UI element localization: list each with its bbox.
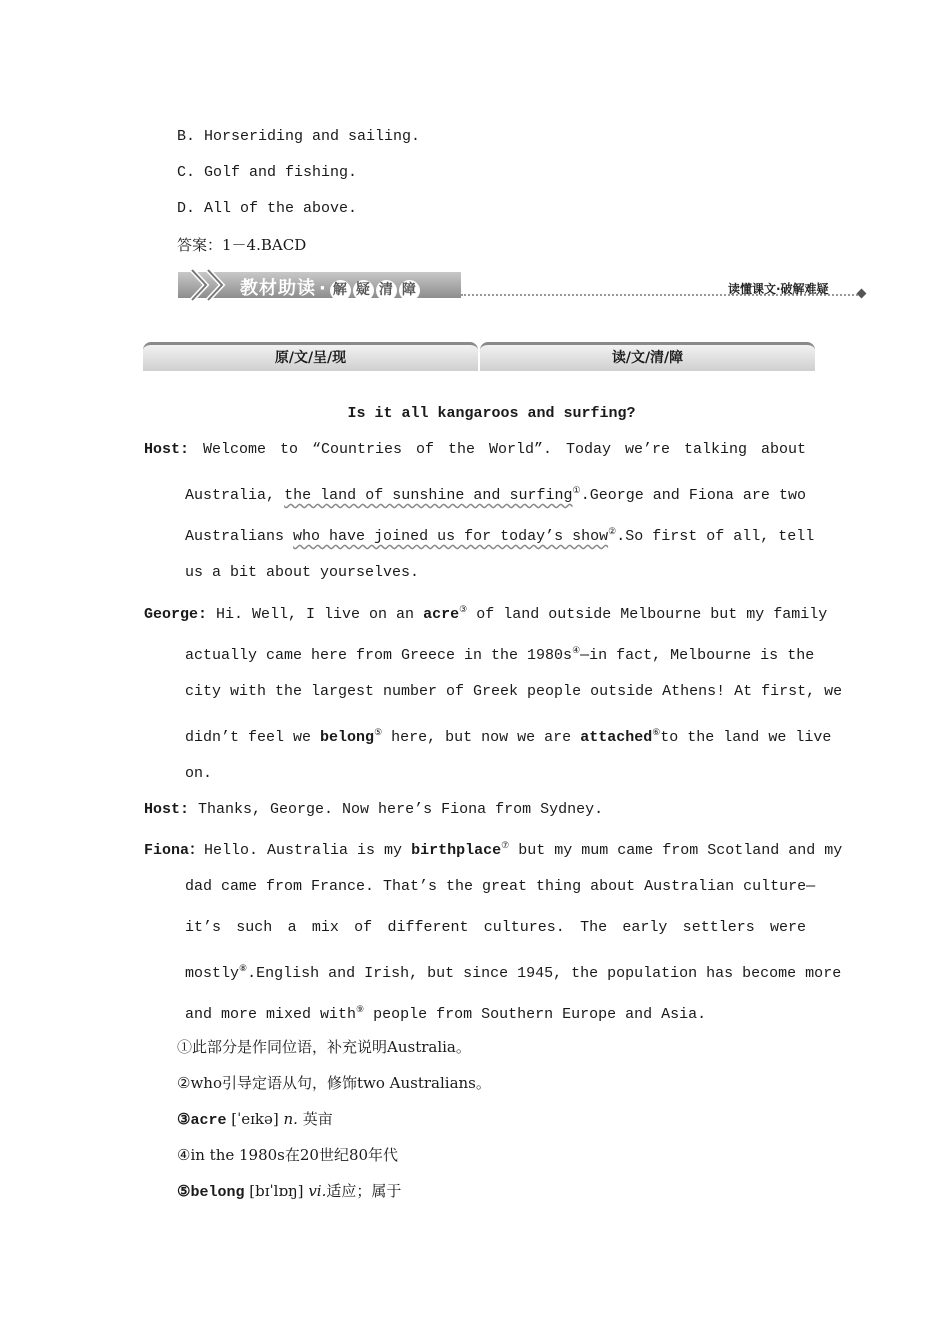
speaker-label: Fiona： (144, 842, 205, 859)
banner-subtitle: 读懂课文·破解难疑 (728, 282, 829, 296)
speaker-label: Host: (144, 441, 190, 458)
text-span: here, but now we are (391, 729, 572, 746)
text-span: to the land we live (660, 729, 832, 746)
text-line: dad came from France. That’s the great thing about Australian culture— (185, 878, 816, 895)
text-span: .So first of all, tell (616, 528, 815, 545)
text-line (185, 481, 806, 506)
text-span: and more mixed with (185, 1006, 357, 1023)
text-span: didn’t feel we (185, 729, 312, 746)
banner-char-circle: 疑 (353, 280, 374, 301)
part-of-speech: vi. (308, 1182, 327, 1200)
text-line (144, 836, 843, 861)
host-paragraph-1 (144, 440, 815, 581)
text-line (185, 641, 815, 666)
text-line: on. (185, 765, 213, 782)
article-title: Is it all kangaroos and surfing? (347, 405, 636, 422)
text-line: city with the largest number of Greek people outside Athens! At first, we (185, 683, 843, 700)
note-word: ⑤belong (177, 1184, 245, 1201)
speaker-label: Host: (144, 801, 190, 818)
banner-char-circle: 障 (399, 280, 420, 301)
text-line (185, 1000, 806, 1025)
text-span: Thanks, George. Now here’s Fiona from Sydney. (198, 801, 604, 818)
text-span: Australians (185, 528, 285, 545)
note-5 (177, 1181, 401, 1203)
option-b: B. Horseriding and sailing. (177, 128, 421, 145)
keyword: belong (320, 729, 375, 746)
text-line (144, 440, 806, 460)
banner-title (240, 274, 420, 301)
banner-char-circle: 解 (330, 280, 351, 301)
keyword: birthplace (411, 842, 502, 859)
text-span: Hi. Well, I live on an (216, 606, 415, 623)
keyword: attached (580, 729, 653, 746)
text-span: actually came here from Greece in the 1980s (185, 647, 573, 664)
part-of-speech: n. (283, 1110, 298, 1128)
banner-char-circle: 清 (376, 280, 397, 301)
note-word: ③acre (177, 1112, 227, 1129)
note-marker: ⑤ (374, 728, 383, 738)
note-marker: ① (572, 486, 581, 496)
text-line: us a bit about yourselves. (185, 564, 420, 581)
note-marker: ④ (572, 646, 581, 656)
note-3 (177, 1109, 333, 1131)
host-paragraph-2 (144, 800, 806, 820)
note-marker: ③ (459, 605, 468, 615)
option-c: C. Golf and fishing. (177, 164, 358, 181)
text-line (185, 522, 815, 547)
text-span: Hello. Australia is my (204, 842, 403, 859)
underlined-phrase: the land of sunshine and surfing (284, 487, 573, 504)
speaker-label: George: (144, 606, 208, 623)
text-line (144, 800, 806, 820)
george-paragraph (144, 600, 843, 782)
meaning: 英亩 (302, 1110, 333, 1128)
diamond-icon (857, 289, 867, 299)
text-line (185, 723, 832, 748)
text-span: Welcome to “Countries of the World”. Today we’re talking about (203, 441, 806, 458)
text-line (185, 959, 842, 984)
note-marker: ② (608, 527, 617, 537)
phonetic: [bɪˈlɒŋ] (249, 1182, 304, 1200)
text-span: .English and Irish, but since 1945, the population has become more (247, 965, 842, 982)
text-span: mostly (185, 965, 240, 982)
text-line (144, 600, 828, 625)
text-line: it’s such a mix of different cultures. The early settlers were (185, 919, 806, 936)
text-span: of land outside Melbourne but my family (476, 606, 828, 623)
note-4: ④in the 1980s在20世纪80年代 (177, 1146, 399, 1164)
note-marker: ⑧ (239, 964, 248, 974)
phonetic: [ˈeɪkə] (231, 1110, 279, 1128)
note-marker: ⑨ (356, 1005, 365, 1015)
text-span: Australia, (185, 487, 276, 504)
banner-title-text: 教材助读 (240, 278, 316, 299)
option-d: D. All of the above. (177, 200, 358, 217)
double-chevron-icon (188, 268, 232, 302)
tab-original-text[interactable]: 原/文/呈/现 (143, 342, 478, 371)
text-span: but my mum came from Scotland and my (518, 842, 843, 859)
note-marker: ⑥ (652, 728, 661, 738)
answer-line: 答案：1－4.BACD (177, 236, 307, 254)
tab-reading-notes[interactable]: 读/文/清/障 (480, 342, 815, 371)
note-2: ②who引导定语从句，修饰two Australians。 (177, 1074, 491, 1092)
meaning: 适应；属于 (326, 1182, 402, 1200)
note-1: ①此部分是作同位语，补充说明Australia。 (177, 1038, 471, 1056)
keyword: acre (423, 606, 460, 623)
banner-dot: · (319, 278, 327, 299)
text-span: —in fact, Melbourne is the (580, 647, 815, 664)
note-marker: ⑦ (501, 841, 510, 851)
fiona-paragraph (144, 836, 843, 1026)
text-span: .George and Fiona are two (580, 487, 806, 504)
text-span: people from Southern Europe and Asia. (373, 1006, 707, 1023)
section-tabs (143, 342, 815, 368)
underlined-phrase: who have joined us for today’s show (293, 528, 609, 545)
